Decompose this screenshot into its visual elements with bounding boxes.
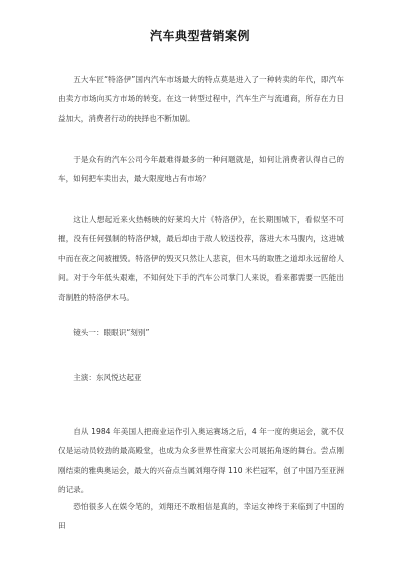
- paragraph-question: 于是众有的汽车公司今年最难得最多的一种问题就是，如何让消费者认得自己的车，如何把车卖出去，最大限度地占有市场？: [58, 155, 344, 184]
- paragraph-trojan-horse: 这让人想起近来火热畅映的好莱坞大片《特洛伊》，在长期围城下，看似坚不可摧，没有任何强制的特洛伊城，最后却由于敌人较送投荐，落进大木马腹内，这进城中而在夜之间被摧毁。特洛伊的毁灭只然让人悲哀，但木马的取胜之道却永远留给人间。对于今年低头艰难，不知何处下手的汽车公司掌门人来说，看来都需要一匹能出奇制胜的特洛伊木马。: [58, 215, 344, 302]
- paragraph-olympics: 自从 1984 年美国人把商业运作引入奥运赛场之后，4 年一度的奥运会，就不仅仅是运动员较劲的最高殿堂，也成为众多世界性商家大公司展拓角逐的舞台。尝点刚刚结束的雅典奥运会，最大的兴奋点当属刘翔夺得 110 米栏冠军，创了中国乃至亚洲的记录。: [58, 427, 344, 495]
- section-heading-lead: 主演：东风悦达起亚: [73, 373, 142, 382]
- paragraph-intro: 五大车匠“特洛伊”国内汽车市场最大的特点莫是进入了一种转卖的年代，即汽车由卖方市场向买方市场的转变。在这一转型过程中，汽车生产与流通商，所存在力日益加大，消费者行动的抉择也不断加剧。: [58, 75, 344, 123]
- section-heading-scene: 镜头一：眼眼识“刻别”: [73, 328, 150, 337]
- document-title: 汽车典型营销案例: [149, 29, 250, 43]
- paragraph-liu-xiang: 恐怕很多人在娱令笔的，刘翔还不敢相信是真的，幸运女神终于来临到了中国的田: [58, 502, 344, 531]
